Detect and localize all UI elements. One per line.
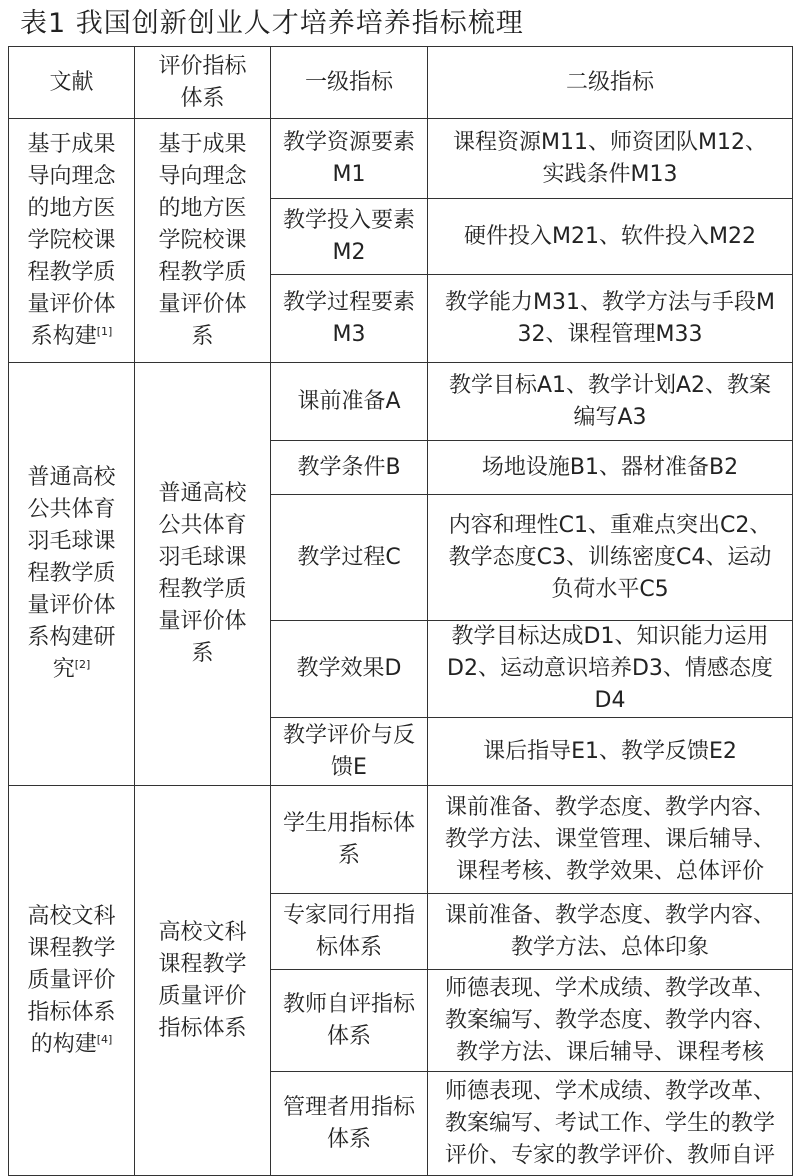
level2-cell: 教学目标A1、教学计划A2、教案编写A3: [428, 363, 793, 441]
level1-cell: 教学资源要素M1: [271, 119, 428, 199]
header-system: 评价指标体系: [135, 47, 271, 119]
doc-cell: 普通高校公共体育羽毛球课程教学质量评价体系构建研究[2]: [9, 363, 135, 786]
level1-cell: 教学过程要素M3: [271, 275, 428, 363]
table-row: [9, 786, 793, 894]
level1-cell: 课前准备A: [271, 363, 428, 441]
level1-cell: 学生用指标体系: [271, 786, 428, 894]
indicator-table: [8, 46, 793, 1176]
doc-cell: 基于成果导向理念的地方医学院校课程教学质量评价体系构建[1]: [9, 119, 135, 363]
system-cell: 高校文科课程教学质量评价指标体系: [135, 786, 271, 1176]
level2-cell: 师德表现、学术成绩、教学改革、教案编写、考试工作、学生的教学评价、专家的教学评价、教师自评: [428, 1072, 793, 1176]
table-row: [9, 363, 793, 441]
level1-cell: 教学条件B: [271, 441, 428, 495]
level1-cell: 教师自评指标体系: [271, 970, 428, 1072]
level2-cell: 硬件投入M21、软件投入M22: [428, 199, 793, 275]
header-level1: 一级指标: [271, 47, 428, 119]
level2-cell: 教学目标达成D1、知识能力运用D2、运动意识培养D3、情感态度D4: [428, 621, 793, 718]
table-title: 表1 我国创新创业人才培养培养指标梳理: [20, 8, 524, 39]
level2-cell: 师德表现、学术成绩、教学改革、教案编写、教学态度、教学内容、教学方法、课后辅导、课程考核: [428, 970, 793, 1072]
table-row: [9, 119, 793, 199]
level1-cell: 教学效果D: [271, 621, 428, 718]
system-cell: 基于成果导向理念的地方医学院校课程教学质量评价体系: [135, 119, 271, 363]
level2-cell: 教学能力M31、教学方法与手段M32、课程管理M33: [428, 275, 793, 363]
level1-cell: 管理者用指标体系: [271, 1072, 428, 1176]
level2-cell: 课前准备、教学态度、教学内容、教学方法、总体印象: [428, 894, 793, 970]
doc-cell: 高校文科课程教学质量评价指标体系的构建[4]: [9, 786, 135, 1176]
header-row: [9, 47, 793, 119]
level2-cell: 内容和理性C1、重难点突出C2、教学态度C3、训练密度C4、运动负荷水平C5: [428, 495, 793, 621]
level2-cell: 课程资源M11、师资团队M12、实践条件M13: [428, 119, 793, 199]
level2-cell: 场地设施B1、器材准备B2: [428, 441, 793, 495]
header-level2: 二级指标: [428, 47, 793, 119]
header-doc: 文献: [9, 47, 135, 119]
level1-cell: 教学评价与反馈E: [271, 718, 428, 786]
level1-cell: 教学投入要素M2: [271, 199, 428, 275]
level1-cell: 专家同行用指标体系: [271, 894, 428, 970]
level1-cell: 教学过程C: [271, 495, 428, 621]
level2-cell: 课后指导E1、教学反馈E2: [428, 718, 793, 786]
level2-cell: 课前准备、教学态度、教学内容、教学方法、课堂管理、课后辅导、课程考核、教学效果、总体评价: [428, 786, 793, 894]
system-cell: 普通高校公共体育羽毛球课程教学质量评价体系: [135, 363, 271, 786]
